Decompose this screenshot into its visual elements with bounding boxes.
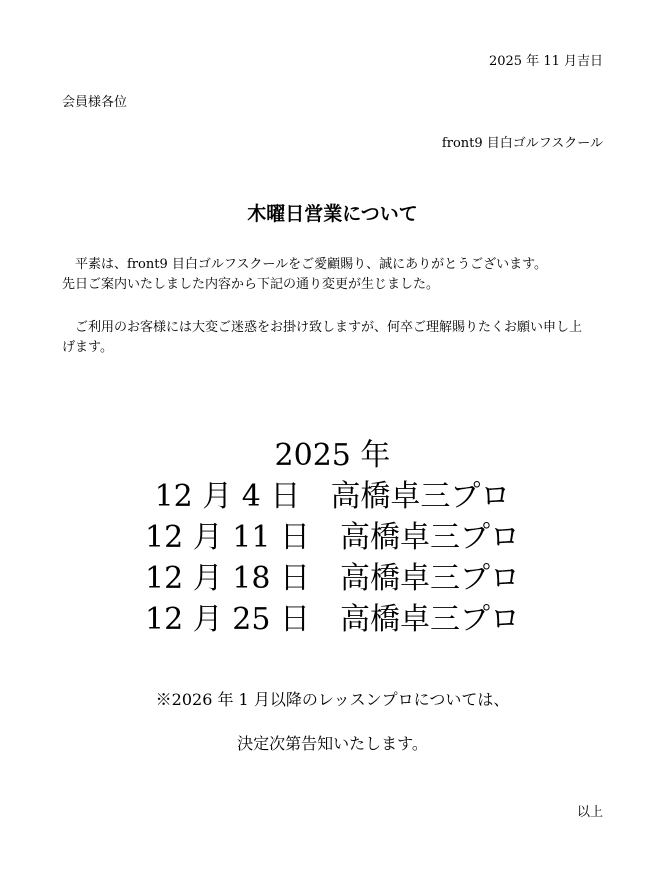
body-paragraph-1-line-1: 平素は、front9 目白ゴルフスクールをご愛顧賜り、誠にありがとうございます。 bbox=[75, 257, 548, 272]
schedule-date: 12 月 4 日 bbox=[154, 479, 301, 514]
schedule-year: 2025 年 bbox=[274, 438, 391, 473]
schedule-instructor: 高橋卓三プロ bbox=[339, 561, 520, 596]
schedule-date: 12 月 11 日 bbox=[145, 520, 310, 555]
body-paragraph-2-line-2: げます。 bbox=[62, 340, 113, 355]
body-paragraph-1-line-2: 先日ご案内いたしました内容から下記の通り変更が生じました。 bbox=[62, 277, 440, 292]
closing-mark: 以上 bbox=[576, 805, 603, 820]
body-paragraph-1 bbox=[62, 255, 607, 295]
note-line-1: ※2026 年 1 月以降のレッスンプロについては、 bbox=[155, 690, 510, 709]
schedule-row bbox=[0, 599, 665, 640]
sender-name: front9 目白ゴルフスクール bbox=[441, 136, 603, 151]
schedule-instructor: 高橋卓三プロ bbox=[330, 479, 511, 514]
document-title: 木曜日営業について bbox=[247, 203, 418, 225]
schedule-instructor: 高橋卓三プロ bbox=[339, 602, 520, 637]
schedule-date: 12 月 18 日 bbox=[145, 561, 310, 596]
schedule-date: 12 月 25 日 bbox=[145, 602, 310, 637]
schedule-block bbox=[0, 436, 665, 640]
schedule-row bbox=[0, 476, 665, 517]
schedule-row bbox=[0, 558, 665, 599]
schedule-instructor: 高橋卓三プロ bbox=[339, 520, 520, 555]
schedule-row bbox=[0, 517, 665, 558]
body-paragraph-2-line-1: ご利用のお客様には大変ご迷惑をお掛け致しますが、何卒ご理解賜りたくお願い申し上 bbox=[75, 320, 583, 335]
note-line-2: 決定次第告知いたします。 bbox=[237, 734, 428, 753]
body-paragraph-2 bbox=[62, 318, 607, 358]
issue-date: 2025 年 11 月吉日 bbox=[488, 54, 603, 69]
addressee: 会員様各位 bbox=[62, 95, 128, 110]
